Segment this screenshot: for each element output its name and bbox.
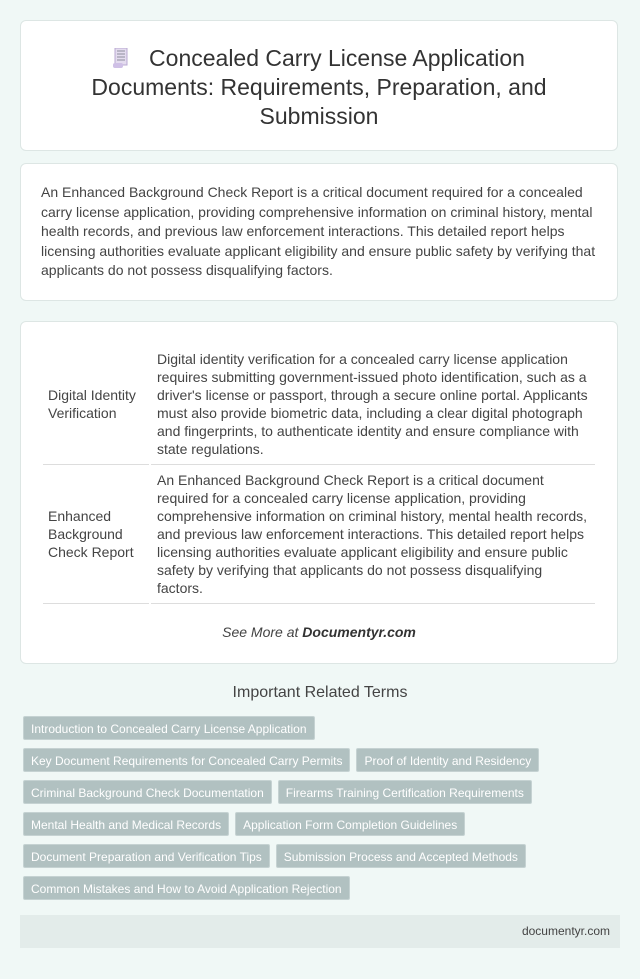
related-terms-list	[23, 716, 613, 908]
page-title-text: Concealed Carry License Application Documents: Requirements, Preparation, and Submission	[91, 45, 547, 129]
related-term-tag[interactable]: Firearms Training Certification Requirements	[278, 780, 532, 804]
footer-site[interactable]: documentyr.com	[521, 924, 610, 938]
related-term-tag[interactable]: Document Preparation and Verification Tips	[23, 844, 270, 868]
terms-table	[41, 344, 597, 604]
intro-text: An Enhanced Background Check Report is a critical document required for a concealed carry license application, providing comprehensive information on criminal history, mental health records, and previous law enforcement interactions. This detailed report helps licensing authorities evaluate applicant eligibility and ensure public safety by verifying that applicants do not possess disqualifying factors.	[41, 184, 596, 278]
table-row	[43, 465, 595, 604]
title-card	[20, 20, 618, 151]
related-term-tag[interactable]: Proof of Identity and Residency	[356, 748, 539, 772]
related-term-tag[interactable]: Application Form Completion Guidelines	[235, 812, 465, 836]
see-more-prefix: See More at	[222, 624, 303, 640]
scroll-document-icon	[113, 46, 129, 66]
related-terms-title: Important Related Terms	[232, 684, 408, 701]
table-row	[43, 344, 595, 465]
term-cell: Enhanced Background Check Report	[43, 465, 149, 604]
related-term-tag[interactable]: Criminal Background Check Documentation	[23, 780, 272, 804]
related-term-tag[interactable]: Submission Process and Accepted Methods	[276, 844, 526, 868]
intro-card	[20, 163, 618, 301]
terms-table-card	[20, 321, 618, 664]
related-term-tag[interactable]: Introduction to Concealed Carry License Application	[23, 716, 315, 740]
related-term-tag[interactable]: Key Document Requirements for Concealed Carry Permits	[23, 748, 350, 772]
description-cell: An Enhanced Background Check Report is a critical document required for a concealed carry license application, providing comprehensive information on criminal history, mental health records, and previous law enforcement interactions. This detailed report helps licensing authorities evaluate applicant eligibility and ensure public safety by verifying that applicants do not possess disqualifying factors.	[151, 465, 595, 604]
related-term-tag[interactable]: Common Mistakes and How to Avoid Application Rejection	[23, 876, 350, 900]
page-title	[21, 44, 617, 131]
see-more-site[interactable]: Documentyr.com	[302, 624, 416, 640]
description-cell: Digital identity verification for a concealed carry license application requires submitting government-issued photo identification, such as a driver's license or passport, through a secure online portal. Applicants must also provide biometric data, including a clear digital photograph and fingerprints, to authenticate identity and ensure compliance with state regulations.	[151, 344, 595, 465]
related-term-tag[interactable]: Mental Health and Medical Records	[23, 812, 229, 836]
see-more-link[interactable]	[21, 624, 617, 640]
footer	[20, 915, 620, 948]
term-cell: Digital Identity Verification	[43, 344, 149, 465]
